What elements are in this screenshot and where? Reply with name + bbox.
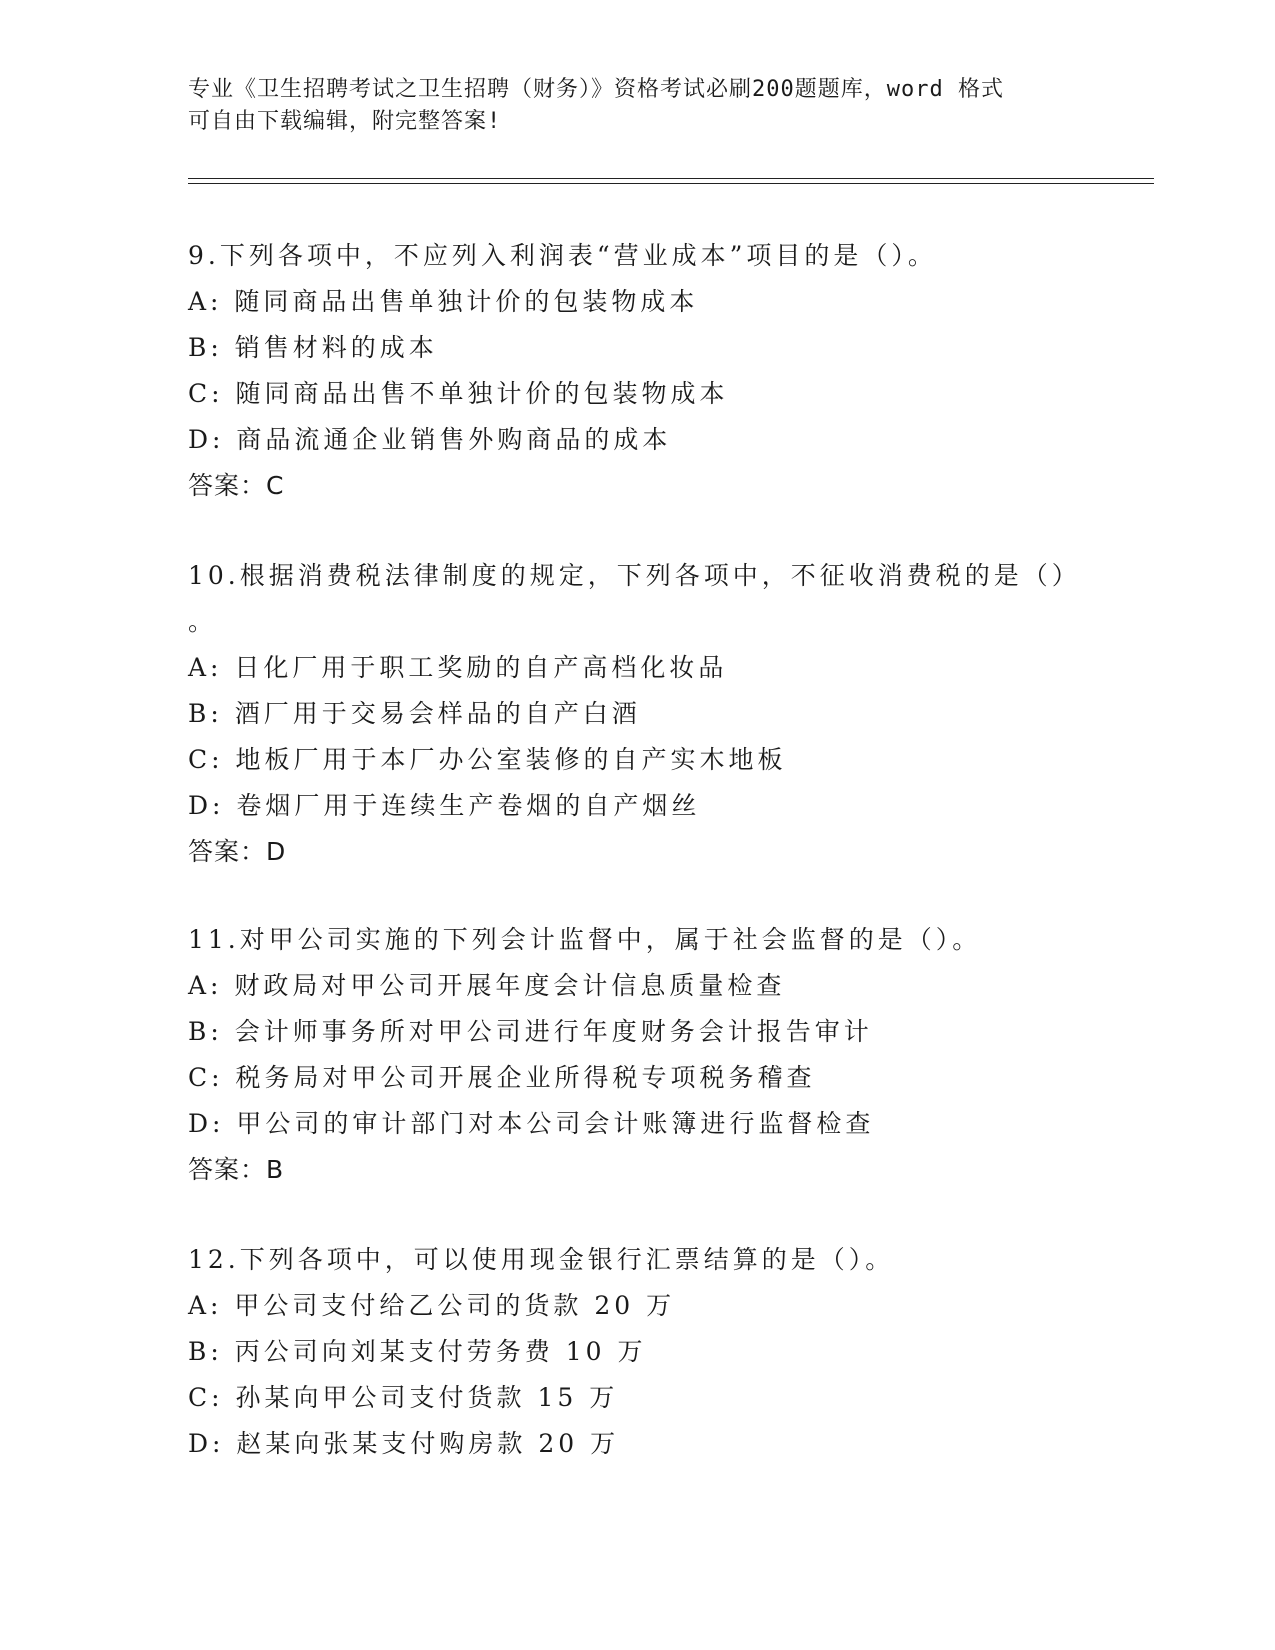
question-stem-continuation: 。: [188, 607, 218, 636]
option-a: A: 甲公司支付给乙公司的货款 20 万: [188, 1291, 676, 1320]
question-block: [188, 233, 1088, 509]
option-c: C: 孙某向甲公司支付货款 15 万: [188, 1383, 619, 1412]
option-b: B: 销售材料的成本: [188, 333, 438, 362]
answer-line: 答案：D: [188, 837, 287, 866]
option-b: B: 丙公司向刘某支付劳务费 10 万: [188, 1337, 647, 1366]
question-block: [188, 553, 1088, 875]
option-c: C: 随同商品出售不单独计价的包装物成本: [188, 379, 729, 408]
question-stem: 10.根据消费税法律制度的规定，下列各项中，不征收消费税的是（）: [188, 561, 1081, 590]
option-d: D: 甲公司的审计部门对本公司会计账簿进行监督检查: [188, 1109, 875, 1138]
header-line-2: 可自由下载编辑，附完整答案!: [188, 109, 502, 134]
option-c: C: 地板厂用于本厂办公室装修的自产实木地板: [188, 745, 787, 774]
option-a: A: 财政局对甲公司开展年度会计信息质量检查: [188, 971, 786, 1000]
question-block: [188, 1237, 1088, 1467]
option-a: A: 随同商品出售单独计价的包装物成本: [188, 287, 699, 316]
option-d: D: 赵某向张某支付购房款 20 万: [188, 1429, 620, 1458]
header-divider-bottom: [188, 183, 1154, 184]
option-b: B: 酒厂用于交易会样品的自产白酒: [188, 699, 641, 728]
option-d: D: 卷烟厂用于连续生产卷烟的自产烟丝: [188, 791, 701, 820]
option-a: A: 日化厂用于职工奖励的自产高档化妆品: [188, 653, 728, 682]
option-d: D: 商品流通企业销售外购商品的成本: [188, 425, 672, 454]
question-stem: 9.下列各项中，不应列入利润表“营业成本”项目的是（）。: [188, 241, 937, 270]
answer-line: 答案：C: [188, 471, 285, 500]
option-b: B: 会计师事务所对甲公司进行年度财务会计报告审计: [188, 1017, 873, 1046]
header-line-1: 专业《卫生招聘考试之卫生招聘（财务）》资格考试必刷200题题库，word 格式: [188, 77, 1004, 102]
header-divider-top: [188, 178, 1154, 179]
question-block: [188, 917, 1088, 1193]
answer-line: 答案：B: [188, 1155, 285, 1184]
option-c: C: 税务局对甲公司开展企业所得税专项税务稽查: [188, 1063, 816, 1092]
question-stem: 12.下列各项中，可以使用现金银行汇票结算的是（）。: [188, 1245, 895, 1274]
document-header: [188, 74, 1088, 138]
question-stem: 11.对甲公司实施的下列会计监督中，属于社会监督的是（）。: [188, 925, 982, 954]
